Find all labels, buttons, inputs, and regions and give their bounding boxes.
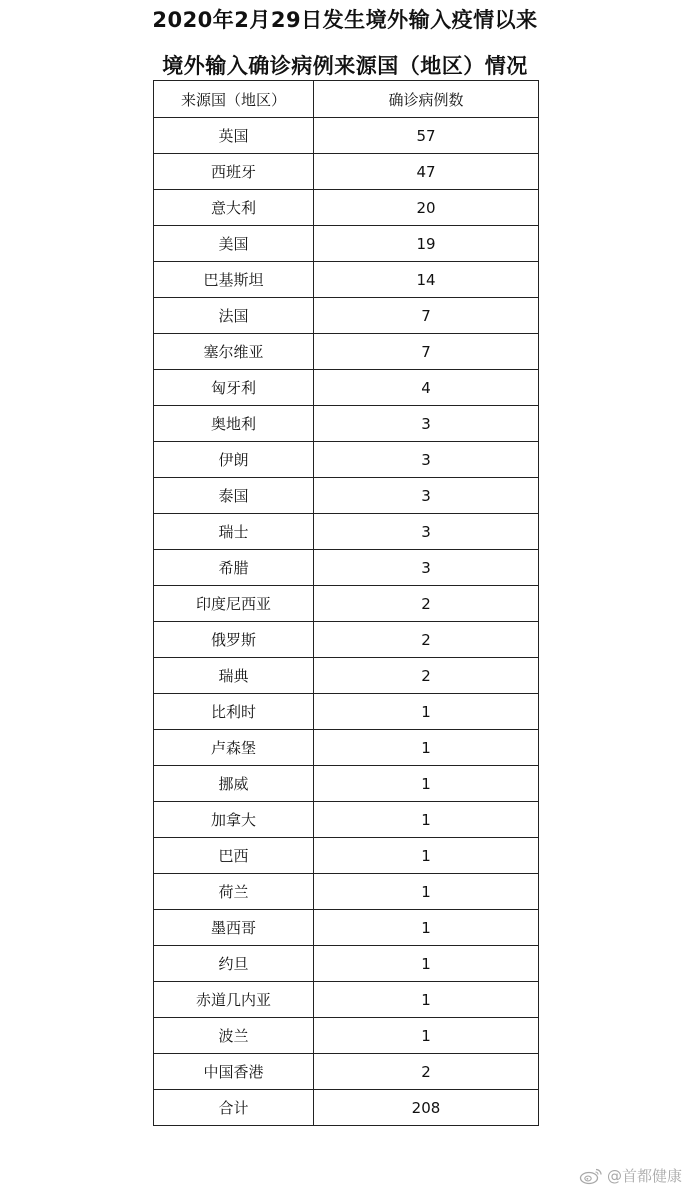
table-row [154, 514, 539, 550]
table-row [154, 226, 539, 262]
region-cell: 瑞士 [154, 514, 314, 550]
count-cell: 47 [314, 154, 539, 190]
table-row [154, 658, 539, 694]
count-cell: 1 [314, 766, 539, 802]
region-cell: 意大利 [154, 190, 314, 226]
table-row [154, 1054, 539, 1090]
table-row [154, 802, 539, 838]
region-cell: 匈牙利 [154, 370, 314, 406]
region-cell: 挪威 [154, 766, 314, 802]
count-cell: 20 [314, 190, 539, 226]
count-cell: 3 [314, 550, 539, 586]
count-cell: 57 [314, 118, 539, 154]
table-row [154, 982, 539, 1018]
table-row [154, 766, 539, 802]
table-row [154, 154, 539, 190]
table-body [154, 118, 539, 1090]
cases-by-origin-table [153, 80, 539, 1126]
table-row [154, 478, 539, 514]
table-row [154, 406, 539, 442]
page-title-line-1: 2020年2月29日发生境外输入疫情以来 [152, 8, 538, 32]
table-row [154, 838, 539, 874]
count-cell: 1 [314, 874, 539, 910]
header-count: 确诊病例数 [314, 81, 539, 118]
table-row [154, 334, 539, 370]
region-cell: 西班牙 [154, 154, 314, 190]
total-label: 合计 [154, 1090, 314, 1126]
count-cell: 1 [314, 1018, 539, 1054]
region-cell: 荷兰 [154, 874, 314, 910]
table-row [154, 118, 539, 154]
count-cell: 1 [314, 910, 539, 946]
table-row [154, 946, 539, 982]
region-cell: 英国 [154, 118, 314, 154]
count-cell: 2 [314, 586, 539, 622]
count-cell: 1 [314, 946, 539, 982]
region-cell: 法国 [154, 298, 314, 334]
count-cell: 2 [314, 658, 539, 694]
count-cell: 2 [314, 1054, 539, 1090]
region-cell: 塞尔维亚 [154, 334, 314, 370]
count-cell: 7 [314, 334, 539, 370]
count-cell: 1 [314, 838, 539, 874]
region-cell: 印度尼西亚 [154, 586, 314, 622]
table-row [154, 910, 539, 946]
count-cell: 4 [314, 370, 539, 406]
region-cell: 希腊 [154, 550, 314, 586]
region-cell: 巴基斯坦 [154, 262, 314, 298]
table-row [154, 442, 539, 478]
total-row [154, 1090, 539, 1126]
total-count: 208 [314, 1090, 539, 1126]
table-row [154, 262, 539, 298]
count-cell: 7 [314, 298, 539, 334]
region-cell: 约旦 [154, 946, 314, 982]
region-cell: 赤道几内亚 [154, 982, 314, 1018]
page-title-line-2: 境外输入确诊病例来源国（地区）情况 [162, 54, 528, 78]
table-row [154, 190, 539, 226]
weibo-icon [579, 1167, 603, 1185]
region-cell: 加拿大 [154, 802, 314, 838]
count-cell: 1 [314, 802, 539, 838]
region-cell: 中国香港 [154, 1054, 314, 1090]
table-row [154, 550, 539, 586]
count-cell: 19 [314, 226, 539, 262]
region-cell: 比利时 [154, 694, 314, 730]
weibo-watermark [579, 1165, 682, 1186]
region-cell: 波兰 [154, 1018, 314, 1054]
table-row [154, 370, 539, 406]
table-header-row [154, 81, 539, 118]
count-cell: 14 [314, 262, 539, 298]
table-row [154, 874, 539, 910]
table-row [154, 298, 539, 334]
region-cell: 卢森堡 [154, 730, 314, 766]
table-row [154, 694, 539, 730]
region-cell: 瑞典 [154, 658, 314, 694]
count-cell: 3 [314, 442, 539, 478]
watermark-text: @首都健康 [606, 1167, 682, 1185]
count-cell: 1 [314, 982, 539, 1018]
table-row [154, 1018, 539, 1054]
count-cell: 1 [314, 694, 539, 730]
table-row [154, 730, 539, 766]
count-cell: 2 [314, 622, 539, 658]
region-cell: 奥地利 [154, 406, 314, 442]
region-cell: 泰国 [154, 478, 314, 514]
header-region: 来源国（地区） [154, 81, 314, 118]
count-cell: 3 [314, 514, 539, 550]
count-cell: 3 [314, 478, 539, 514]
count-cell: 3 [314, 406, 539, 442]
region-cell: 墨西哥 [154, 910, 314, 946]
count-cell: 1 [314, 730, 539, 766]
region-cell: 俄罗斯 [154, 622, 314, 658]
region-cell: 伊朗 [154, 442, 314, 478]
table-row [154, 586, 539, 622]
region-cell: 巴西 [154, 838, 314, 874]
table-row [154, 622, 539, 658]
region-cell: 美国 [154, 226, 314, 262]
